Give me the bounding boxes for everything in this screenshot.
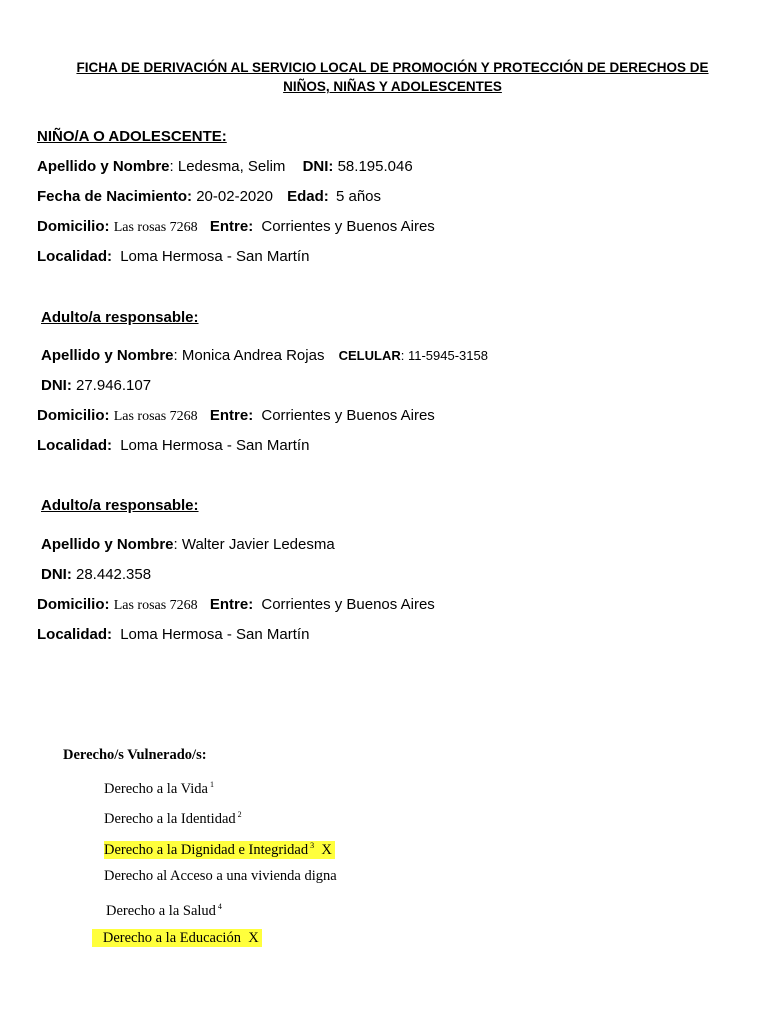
child-locality-row xyxy=(37,247,309,267)
adult2-locality-label: Localidad: xyxy=(37,626,113,643)
right-item-label: Derecho al Acceso a una vivienda digna xyxy=(104,868,337,884)
right-item-label: Derecho a la Salud xyxy=(106,903,216,919)
adult1-locality-label: Localidad: xyxy=(37,437,113,454)
right-item-life xyxy=(104,775,214,799)
right-item-dignity xyxy=(104,836,335,860)
adult2-heading: Adulto/a responsable: xyxy=(41,497,199,514)
adult2-address-value: Las rosas 7268 xyxy=(113,598,198,613)
child-name-value: : Ledesma, Selim xyxy=(169,158,286,175)
adult2-between-label: Entre: xyxy=(209,596,254,613)
adult2-address-label: Domicilio: xyxy=(37,596,110,613)
adult1-address-row xyxy=(37,406,435,427)
adult2-name-label: Apellido y Nombre xyxy=(41,536,174,553)
adult1-locality-value: Loma Hermosa - San Martín xyxy=(120,437,310,454)
adult1-address-value: Las rosas 7268 xyxy=(113,409,198,424)
adult1-name-row xyxy=(41,346,488,366)
highlighted-right xyxy=(92,929,262,947)
child-birth-label: Fecha de Nacimiento: xyxy=(37,188,193,205)
adult2-locality-value: Loma Hermosa - San Martín xyxy=(120,626,310,643)
child-dni-value: 58.195.046 xyxy=(337,158,413,175)
child-dni-label: DNI: xyxy=(302,158,334,175)
right-item-mark: X xyxy=(321,842,332,858)
title-line-2: NIÑOS, NIÑAS Y ADOLESCENTES xyxy=(283,79,502,94)
right-item-label: Derecho a la Vida xyxy=(104,781,208,797)
child-between-value: Corrientes y Buenos Aires xyxy=(261,218,435,235)
child-birth-value: 20-02-2020 xyxy=(196,188,273,205)
adult2-name-row xyxy=(41,535,335,555)
footnote-ref: 4 xyxy=(217,902,222,911)
adult2-dni-value: 28.442.358 xyxy=(76,566,152,583)
child-address-label: Domicilio: xyxy=(37,218,110,235)
right-item-health xyxy=(106,897,222,921)
adult2-dni-label: DNI: xyxy=(41,566,72,583)
rights-heading: Derecho/s Vulnerado/s: xyxy=(63,747,207,763)
title-line-1: FICHA DE DERIVACIÓN AL SERVICIO LOCAL DE PROMOCIÓN Y PROTECCIÓN DE DERECHOS DE xyxy=(76,60,709,75)
adult1-heading: Adulto/a responsable: xyxy=(41,309,199,326)
right-item-education xyxy=(92,928,262,948)
adult1-address-label: Domicilio: xyxy=(37,407,110,424)
adult1-phone-label: CELULAR xyxy=(338,348,401,363)
adult1-dni-row xyxy=(41,376,151,396)
child-age-label: Edad: xyxy=(287,188,329,205)
document-title xyxy=(40,58,745,96)
child-address-value: Las rosas 7268 xyxy=(113,220,198,235)
child-locality-label: Localidad: xyxy=(37,248,113,265)
adult2-locality-row xyxy=(37,625,309,645)
child-age-value: 5 años xyxy=(335,188,382,205)
right-item-label: Derecho a la Identidad xyxy=(104,811,236,827)
adult2-name-value: : Walter Javier Ledesma xyxy=(173,536,335,553)
adult1-name-value: : Monica Andrea Rojas xyxy=(173,347,325,364)
adult1-dni-value: 27.946.107 xyxy=(76,377,152,394)
adult2-address-row xyxy=(37,595,435,616)
right-item-housing xyxy=(104,866,337,886)
adult1-dni-label: DNI: xyxy=(41,377,72,394)
footnote-ref: 3 xyxy=(310,841,315,850)
footnote-ref: 2 xyxy=(237,810,242,819)
right-item-label: Derecho a la Dignidad e Integridad xyxy=(104,842,309,858)
right-item-identity xyxy=(104,805,242,829)
adult1-between-label: Entre: xyxy=(209,407,254,424)
child-between-label: Entre: xyxy=(209,218,254,235)
adult1-between-value: Corrientes y Buenos Aires xyxy=(261,407,435,424)
adult1-name-label: Apellido y Nombre xyxy=(41,347,174,364)
footnote-ref: 1 xyxy=(209,780,214,789)
child-name-label: Apellido y Nombre xyxy=(37,158,170,175)
child-address-row xyxy=(37,217,435,238)
adult1-phone-value: : 11-5945-3158 xyxy=(400,348,488,363)
adult2-dni-row xyxy=(41,565,151,585)
adult2-between-value: Corrientes y Buenos Aires xyxy=(261,596,435,613)
child-heading: NIÑO/A O ADOLESCENTE: xyxy=(37,128,227,145)
child-name-row xyxy=(37,157,413,177)
adult1-locality-row xyxy=(37,436,309,456)
highlighted-right xyxy=(104,841,335,859)
child-locality-value: Loma Hermosa - San Martín xyxy=(120,248,310,265)
child-birth-row xyxy=(37,187,381,207)
right-item-label: Derecho a la Educación xyxy=(102,930,241,946)
right-item-mark: X xyxy=(248,930,259,946)
